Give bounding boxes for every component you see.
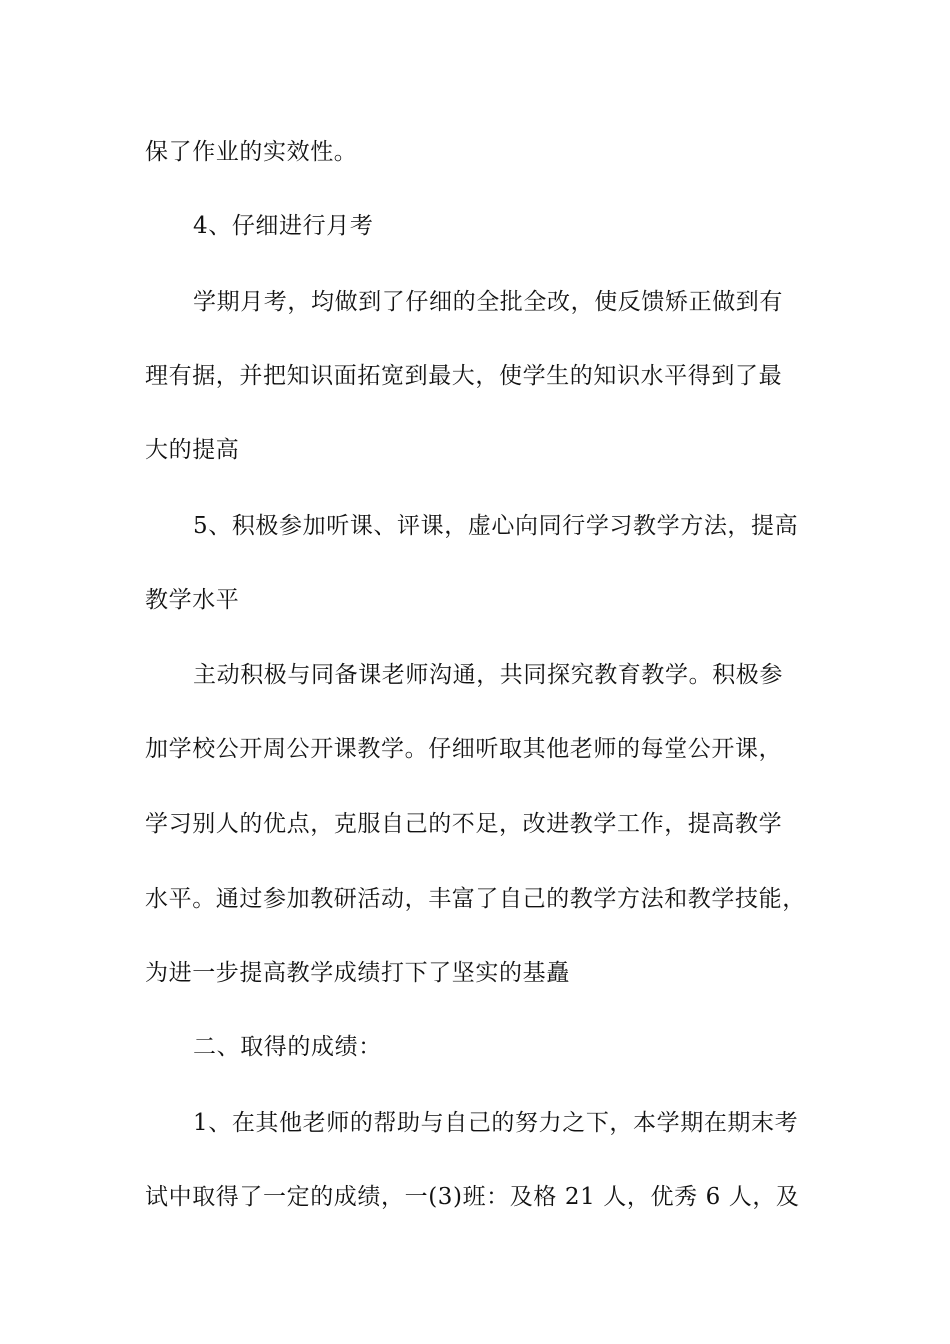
paragraph-line: 1、在其他老师的帮助与自己的努力之下，本学期在期末考 [193, 1110, 799, 1136]
paragraph-line: 试中取得了一定的成绩，一(3)班：及格 21 人，优秀 6 人，及 [145, 1184, 800, 1210]
section-heading: 二、取得的成绩： [193, 1034, 382, 1060]
paragraph-line: 水平。通过参加教研活动，丰富了自己的教学方法和教学技能， [145, 886, 806, 912]
section-heading: 4、仔细进行月考 [193, 213, 374, 239]
paragraph-line: 加学校公开周公开课教学。仔细听取其他老师的每堂公开课， [145, 736, 783, 762]
paragraph-line: 保了作业的实效性。 [145, 139, 358, 165]
paragraph-line: 理有据，并把知识面拓宽到最大，使学生的知识水平得到了最 [145, 363, 783, 389]
paragraph-line: 学期月考，均做到了仔细的全批全改，使反馈矫正做到有 [193, 289, 783, 315]
paragraph-line: 主动积极与同备课老师沟通，共同探究教育教学。积极参 [193, 662, 783, 688]
section-heading-continued: 教学水平 [145, 587, 240, 613]
paragraph-line: 学习别人的优点，克服自己的不足，改进教学工作，提高教学 [145, 811, 783, 837]
paragraph-line: 大的提高 [145, 437, 240, 463]
paragraph-line: 为进一步提高教学成绩打下了坚实的基矗 [145, 960, 570, 986]
section-heading: 5、积极参加听课、评课，虚心向同行学习教学方法，提高 [193, 513, 799, 539]
